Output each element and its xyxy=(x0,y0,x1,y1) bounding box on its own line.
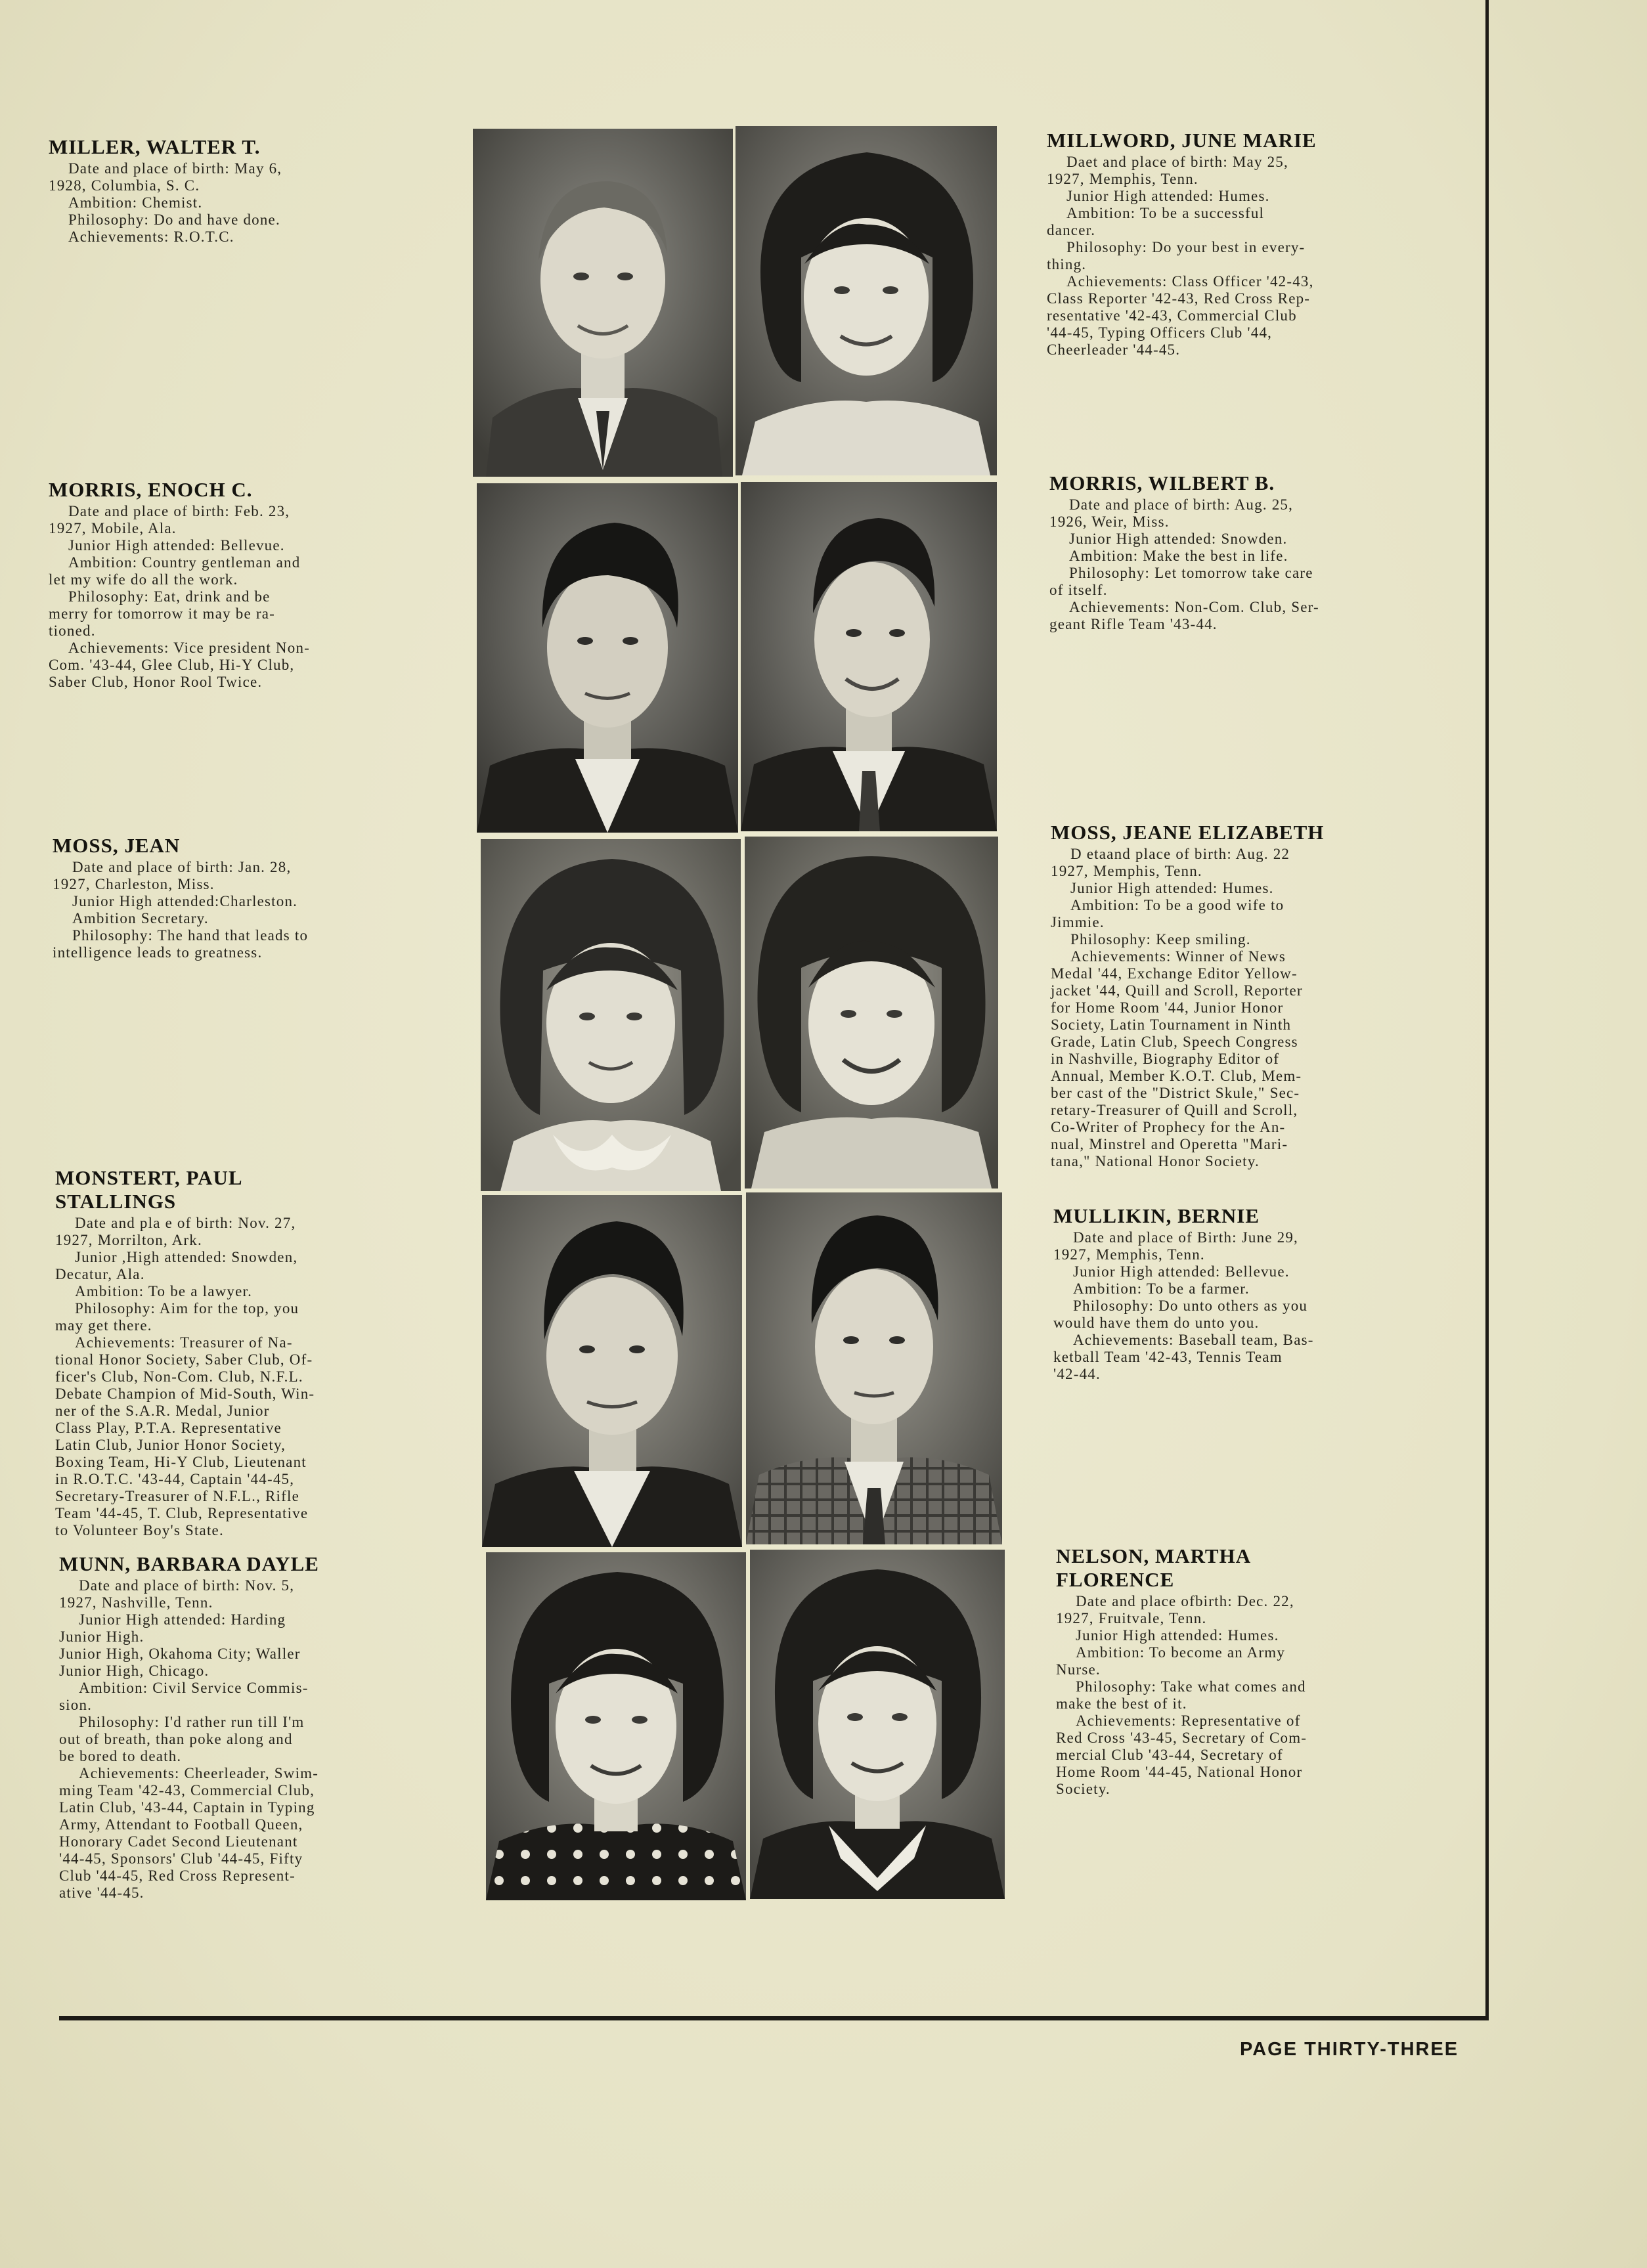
bio-line: Co-Writer of Prophecy for the An- xyxy=(1051,1119,1286,1135)
bio-line: to Volunteer Boy's State. xyxy=(55,1522,224,1538)
portrait-photo-miller-walter xyxy=(473,129,733,477)
bio-line: ketball Team '42-43, Tennis Team xyxy=(1053,1349,1283,1365)
bio-miller-walter xyxy=(49,135,443,246)
bio-line: Secretary-Treasurer of N.F.L., Rifle xyxy=(55,1488,299,1504)
bio-text xyxy=(53,859,447,961)
bio-morris-enoch xyxy=(49,478,443,691)
bio-line: ming Team '42-43, Commercial Club, xyxy=(59,1782,315,1799)
bio-line: Class Reporter '42-43, Red Cross Rep- xyxy=(1047,290,1311,307)
bio-line: Achievements: Vice president Non- xyxy=(68,640,311,656)
bio-line: Debate Champion of Mid-South, Win- xyxy=(55,1385,315,1402)
bio-line: Junior High attended: Bellevue. xyxy=(68,537,285,554)
bio-line: Ambition: To become an Army xyxy=(1076,1644,1286,1661)
bio-line: Junior High attended: Bellevue. xyxy=(1073,1263,1290,1280)
bio-line: tional Honor Society, Saber Club, Of- xyxy=(55,1351,313,1368)
bio-line: Ambition: Chemist. xyxy=(68,194,203,211)
bio-text xyxy=(49,160,443,246)
bio-nelson-martha xyxy=(1056,1544,1436,1798)
bio-line: Jimmie. xyxy=(1051,914,1105,930)
student-name: MULLIKIN, BERNIE xyxy=(1053,1204,1260,1227)
bio-line: Achievements: Cheerleader, Swim- xyxy=(79,1765,319,1781)
bio-line: Achievements: Winner of News xyxy=(1070,948,1286,965)
bio-line: Date and place of birth: Nov. 5, xyxy=(79,1577,295,1594)
student-name: NELSON, MARTHA FLORENCE xyxy=(1056,1544,1250,1591)
bio-line: D etaand place of birth: Aug. 22 xyxy=(1070,846,1290,862)
bio-line: Latin Club, Junior Honor Society, xyxy=(55,1437,286,1453)
bio-text xyxy=(1049,496,1428,633)
bio-line: Date and place of birth: Aug. 25, xyxy=(1069,496,1294,513)
bio-line: Society, Latin Tournament in Ninth xyxy=(1051,1016,1292,1033)
bio-line: Junior High attended: Harding xyxy=(79,1611,286,1628)
portrait-photo-munn-barbara xyxy=(486,1552,746,1900)
bio-line: Date and place of Birth: June 29, xyxy=(1073,1229,1298,1246)
bio-line: be bored to death. xyxy=(59,1748,182,1764)
bio-line: thing. xyxy=(1047,256,1087,273)
bio-mullikin-bernie xyxy=(1053,1204,1432,1383)
right-border-rule xyxy=(1485,0,1489,2017)
bio-line: nual, Minstrel and Operetta "Mari- xyxy=(1051,1136,1288,1152)
bottom-border-rule xyxy=(59,2016,1489,2020)
bio-line: Achievements: R.O.T.C. xyxy=(68,229,234,245)
bio-moss-jeane xyxy=(1051,821,1430,1170)
bio-text xyxy=(1047,154,1428,359)
bio-line: merry for tomorrow it may be ra- xyxy=(49,605,275,622)
bio-line: Date and place of birth: May 6, xyxy=(68,160,282,177)
bio-text xyxy=(1053,1229,1432,1383)
bio-line: retary-Treasurer of Quill and Scroll, xyxy=(1051,1102,1298,1118)
bio-line: of itself. xyxy=(1049,582,1108,598)
bio-line: for Home Room '44, Junior Honor xyxy=(1051,999,1284,1016)
bio-line: 1927, Nashville, Tenn. xyxy=(59,1594,213,1611)
bio-text xyxy=(59,1577,436,1902)
bio-line: 1927, Mobile, Ala. xyxy=(49,520,177,536)
bio-line: Achievements: Class Officer '42-43, xyxy=(1066,273,1314,290)
bio-line: mercial Club '43-44, Secretary of xyxy=(1056,1747,1283,1763)
bio-line: Army, Attendant to Football Queen, xyxy=(59,1816,303,1833)
bio-line: Red Cross '43-45, Secretary of Com- xyxy=(1056,1730,1307,1746)
bio-line: Ambition: To be a successful xyxy=(1066,205,1265,221)
bio-line: ber cast of the "District Skule," Sec- xyxy=(1051,1085,1300,1101)
bio-line: make the best of it. xyxy=(1056,1695,1187,1712)
bio-line: Philosophy: Keep smiling. xyxy=(1070,931,1251,948)
student-name: MOSS, JEANE ELIZABETH xyxy=(1051,821,1325,844)
bio-line: Philosophy: Let tomorrow take care xyxy=(1069,565,1313,581)
bio-line: '44-45, Typing Officers Club '44, xyxy=(1047,324,1273,341)
portrait-photo-nelson-martha xyxy=(750,1550,1005,1899)
student-name: MONSTERT, PAUL STALLINGS xyxy=(55,1166,242,1213)
student-name: MORRIS, WILBERT B. xyxy=(1049,471,1275,494)
bio-line: '42-44. xyxy=(1053,1366,1101,1382)
bio-line: Junior High, Okahoma City; Waller xyxy=(59,1646,301,1662)
bio-line: Ambition: To be a farmer. xyxy=(1073,1280,1250,1297)
bio-line: Junior High attended: Humes. xyxy=(1076,1627,1279,1644)
bio-line: ative '44-45. xyxy=(59,1885,144,1901)
bio-line: Club '44-45, Red Cross Represent- xyxy=(59,1867,296,1884)
bio-line: Ambition: Civil Service Commis- xyxy=(79,1680,309,1696)
student-name: MORRIS, ENOCH C. xyxy=(49,478,253,501)
page-number-footer: PAGE THIRTY-THREE xyxy=(1240,2039,1459,2060)
bio-line: 1927, Memphis, Tenn. xyxy=(1047,171,1198,187)
bio-line: Achievements: Treasurer of Na- xyxy=(75,1334,293,1351)
bio-morris-wilbert xyxy=(1049,471,1428,633)
student-name: MILLWORD, JUNE MARIE xyxy=(1047,129,1317,152)
bio-line: Philosophy: Eat, drink and be xyxy=(68,588,271,605)
bio-moss-jean xyxy=(53,834,447,961)
bio-line: out of breath, than poke along and xyxy=(59,1731,293,1747)
bio-line: Honorary Cadet Second Lieutenant xyxy=(59,1833,298,1850)
bio-line: geant Rifle Team '43-44. xyxy=(1049,616,1218,632)
portrait-photo-morris-enoch xyxy=(477,483,738,833)
portrait-photo-mullikin-bernie xyxy=(746,1192,1002,1544)
bio-line: 1927, Memphis, Tenn. xyxy=(1053,1246,1205,1263)
bio-line: intelligence leads to greatness. xyxy=(53,944,263,961)
bio-line: Achievements: Baseball team, Bas- xyxy=(1073,1332,1314,1348)
bio-line: Date and pla e of birth: Nov. 27, xyxy=(75,1215,296,1231)
bio-line: Junior High. xyxy=(59,1628,144,1645)
bio-munn-barbara xyxy=(59,1552,436,1902)
bio-line: Cheerleader '44-45. xyxy=(1047,341,1181,358)
bio-line: Grade, Latin Club, Speech Congress xyxy=(1051,1034,1298,1050)
bio-line: in Nashville, Biography Editor of xyxy=(1051,1051,1280,1067)
bio-line: Junior High attended: Humes. xyxy=(1066,188,1270,204)
bio-line: Ambition: Make the best in life. xyxy=(1069,548,1288,564)
bio-line: jacket '44, Quill and Scroll, Reporter xyxy=(1051,982,1303,999)
student-name: MILLER, WALTER T. xyxy=(49,135,261,158)
portrait-photo-millword-june xyxy=(736,126,997,475)
bio-line: Nurse. xyxy=(1056,1661,1101,1678)
bio-line: '44-45, Sponsors' Club '44-45, Fifty xyxy=(59,1850,303,1867)
bio-line: let my wife do all the work. xyxy=(49,571,238,588)
bio-line: dancer. xyxy=(1047,222,1096,238)
portrait-photo-moss-jeane xyxy=(745,837,998,1189)
bio-line: Society. xyxy=(1056,1781,1110,1797)
bio-line: Daet and place of birth: May 25, xyxy=(1066,154,1288,170)
bio-line: 1927, Charleston, Miss. xyxy=(53,876,215,892)
bio-line: Junior High, Chicago. xyxy=(59,1663,209,1679)
bio-line: in R.O.T.C. '43-44, Captain '44-45, xyxy=(55,1471,295,1487)
bio-millword-june xyxy=(1047,129,1428,359)
bio-text xyxy=(1051,846,1430,1170)
bio-text xyxy=(1056,1593,1436,1798)
portrait-photo-moss-jean xyxy=(481,839,741,1191)
bio-line: Date and place ofbirth: Dec. 22, xyxy=(1076,1593,1294,1609)
bio-line: Junior ,High attended: Snowden, xyxy=(75,1249,298,1265)
bio-line: ficer's Club, Non-Com. Club, N.F.L. xyxy=(55,1368,303,1385)
student-name: MUNN, BARBARA DAYLE xyxy=(59,1552,319,1575)
bio-line: resentative '42-43, Commercial Club xyxy=(1047,307,1297,324)
bio-line: Date and place of birth: Feb. 23, xyxy=(68,503,290,519)
bio-line: Philosophy: Do and have done. xyxy=(68,211,280,228)
bio-line: Medal '44, Exchange Editor Yellow- xyxy=(1051,965,1298,982)
bio-line: 1927, Morrilton, Ark. xyxy=(55,1232,202,1248)
bio-text xyxy=(55,1215,436,1539)
portrait-photo-monstert-paul xyxy=(482,1195,742,1547)
bio-line: Ambition: Country gentleman and xyxy=(68,554,301,571)
bio-line: Philosophy: Take what comes and xyxy=(1076,1678,1306,1695)
bio-line: may get there. xyxy=(55,1317,152,1334)
bio-text xyxy=(49,503,443,691)
bio-line: Decatur, Ala. xyxy=(55,1266,145,1282)
bio-line: tioned. xyxy=(49,622,96,639)
bio-line: Saber Club, Honor Rool Twice. xyxy=(49,674,263,690)
bio-line: Ambition: To be a good wife to xyxy=(1070,897,1285,913)
portrait-photo-morris-wilbert xyxy=(741,482,997,831)
bio-line: sion. xyxy=(59,1697,93,1713)
bio-line: 1928, Columbia, S. C. xyxy=(49,177,200,194)
bio-line: would have them do unto you. xyxy=(1053,1315,1260,1331)
bio-line: ner of the S.A.R. Medal, Junior xyxy=(55,1403,270,1419)
bio-line: Philosophy: Do your best in every- xyxy=(1066,239,1306,255)
bio-line: Com. '43-44, Glee Club, Hi-Y Club, xyxy=(49,657,295,673)
bio-line: Ambition Secretary. xyxy=(72,910,209,927)
student-name: MOSS, JEAN xyxy=(53,834,181,857)
bio-line: Date and place of birth: Jan. 28, xyxy=(72,859,292,875)
bio-line: 1926, Weir, Miss. xyxy=(1049,513,1170,530)
bio-line: Achievements: Representative of xyxy=(1076,1712,1301,1729)
bio-line: Team '44-45, T. Club, Representative xyxy=(55,1505,309,1521)
bio-line: Philosophy: Do unto others as you xyxy=(1073,1298,1308,1314)
bio-line: Boxing Team, Hi-Y Club, Lieutenant xyxy=(55,1454,307,1470)
bio-line: Junior High attended:Charleston. xyxy=(72,893,298,909)
bio-line: Home Room '44-45, National Honor xyxy=(1056,1764,1303,1780)
bio-line: Annual, Member K.O.T. Club, Mem- xyxy=(1051,1068,1302,1084)
bio-line: Philosophy: I'd rather run till I'm xyxy=(79,1714,305,1730)
bio-monstert-paul xyxy=(55,1166,436,1539)
bio-line: Latin Club, '43-44, Captain in Typing xyxy=(59,1799,315,1816)
bio-line: 1927, Fruitvale, Tenn. xyxy=(1056,1610,1207,1626)
bio-line: Philosophy: The hand that leads to xyxy=(72,927,309,944)
bio-line: 1927, Memphis, Tenn. xyxy=(1051,863,1202,879)
bio-line: Ambition: To be a lawyer. xyxy=(75,1283,253,1299)
bio-line: Achievements: Non-Com. Club, Ser- xyxy=(1069,599,1319,615)
bio-line: Philosophy: Aim for the top, you xyxy=(75,1300,299,1317)
bio-line: Class Play, P.T.A. Representative xyxy=(55,1420,282,1436)
bio-line: Junior High attended: Humes. xyxy=(1070,880,1274,896)
bio-line: tana," National Honor Society. xyxy=(1051,1153,1260,1169)
bio-line: Junior High attended: Snowden. xyxy=(1069,531,1288,547)
